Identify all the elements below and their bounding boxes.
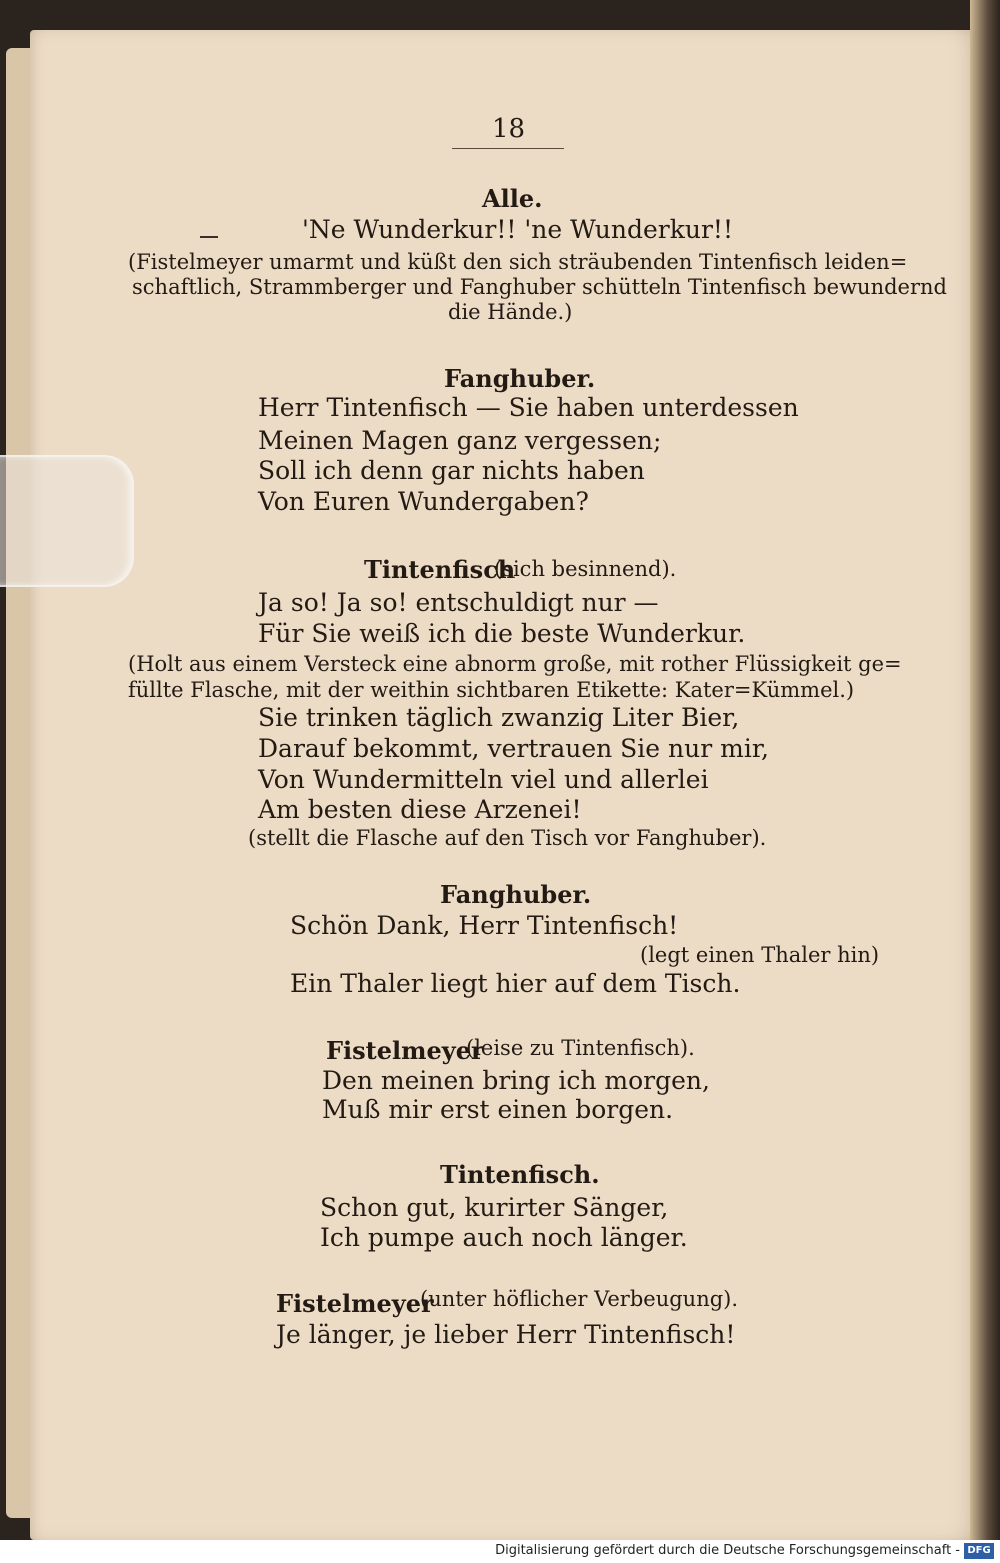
stage-direction: (leise zu Tintenfisch).: [466, 1036, 695, 1060]
verse-line: Soll ich denn gar nichts haben: [258, 456, 645, 485]
speaker-tintenfisch: Tintenfisch: [364, 555, 516, 584]
verse-line: Schön Dank, Herr Tintenfisch!: [290, 911, 679, 940]
verse-line: Meinen Magen ganz vergessen;: [258, 426, 662, 455]
margin-dash: [200, 236, 218, 238]
speaker-fistelmeyer: Fistelmeyer: [276, 1289, 434, 1318]
stage-direction: (stellt die Flasche auf den Tisch vor Fanghuber).: [248, 826, 767, 850]
verse-line: Für Sie weiß ich die beste Wunderkur.: [258, 619, 746, 648]
verse-line: Am besten diese Arzenei!: [258, 795, 582, 824]
funding-credit: Digitalisierung gefördert durch die Deutsche Forschungsgemeinschaft -: [495, 1543, 960, 1558]
stage-direction: (Holt aus einem Versteck eine abnorm große, mit rother Flüssigkeit ge=: [128, 652, 902, 676]
book-gutter: [970, 0, 1000, 1563]
speaker-tintenfisch: Tintenfisch.: [440, 1160, 600, 1189]
verse-line: Ja so! Ja so! entschuldigt nur —: [258, 588, 659, 617]
speaker-alle: Alle.: [482, 184, 543, 213]
page-number: 18: [492, 114, 526, 144]
stage-direction: (unter höflicher Verbeugung).: [420, 1287, 739, 1311]
verse-line: Darauf bekommt, vertrauen Sie nur mir,: [258, 734, 769, 763]
verse-line: Ein Thaler liegt hier auf dem Tisch.: [290, 969, 741, 998]
stage-direction: füllte Flasche, mit der weithin sichtbaren Etikette: Kater=Kümmel.): [128, 678, 855, 702]
stage-direction: schaftlich, Strammberger und Fanghuber schütteln Tintenfisch bewundernd: [132, 275, 947, 299]
speaker-fanghuber: Fanghuber.: [440, 880, 592, 909]
page-number-rule: [452, 148, 564, 149]
verse-line: Von Wundermitteln viel und allerlei: [258, 765, 709, 794]
verse-line: Den meinen bring ich morgen,: [322, 1066, 710, 1095]
stage-direction: die Hände.): [448, 300, 573, 324]
speaker-fanghuber: Fanghuber.: [444, 364, 596, 393]
verse-line: Je länger, je lieber Herr Tintenfisch!: [276, 1320, 736, 1349]
dfg-logo: DFG: [964, 1543, 994, 1559]
verse-line: Herr Tintenfisch — Sie haben unterdessen: [258, 393, 799, 422]
stage-direction: (legt einen Thaler hin): [640, 943, 880, 967]
speaker-fistelmeyer: Fistelmeyer: [326, 1036, 484, 1065]
verse-line: Muß mir erst einen borgen.: [322, 1095, 674, 1124]
verse-line: Sie trinken täglich zwanzig Liter Bier,: [258, 703, 740, 732]
stage-direction: (sich besinnend).: [494, 557, 677, 581]
verse-line: Schon gut, kurirter Sänger,: [320, 1193, 669, 1222]
footer-bar: [0, 1540, 1000, 1563]
verse-line: Von Euren Wundergaben?: [258, 487, 589, 516]
verse-line: Ich pumpe auch noch länger.: [320, 1223, 688, 1252]
stage-direction: (Fistelmeyer umarmt und küßt den sich sträubenden Tintenfisch leiden=: [128, 250, 908, 274]
page-clip: [0, 455, 134, 587]
verse-line: 'Ne Wunderkur!! 'ne Wunderkur!!: [302, 215, 734, 244]
